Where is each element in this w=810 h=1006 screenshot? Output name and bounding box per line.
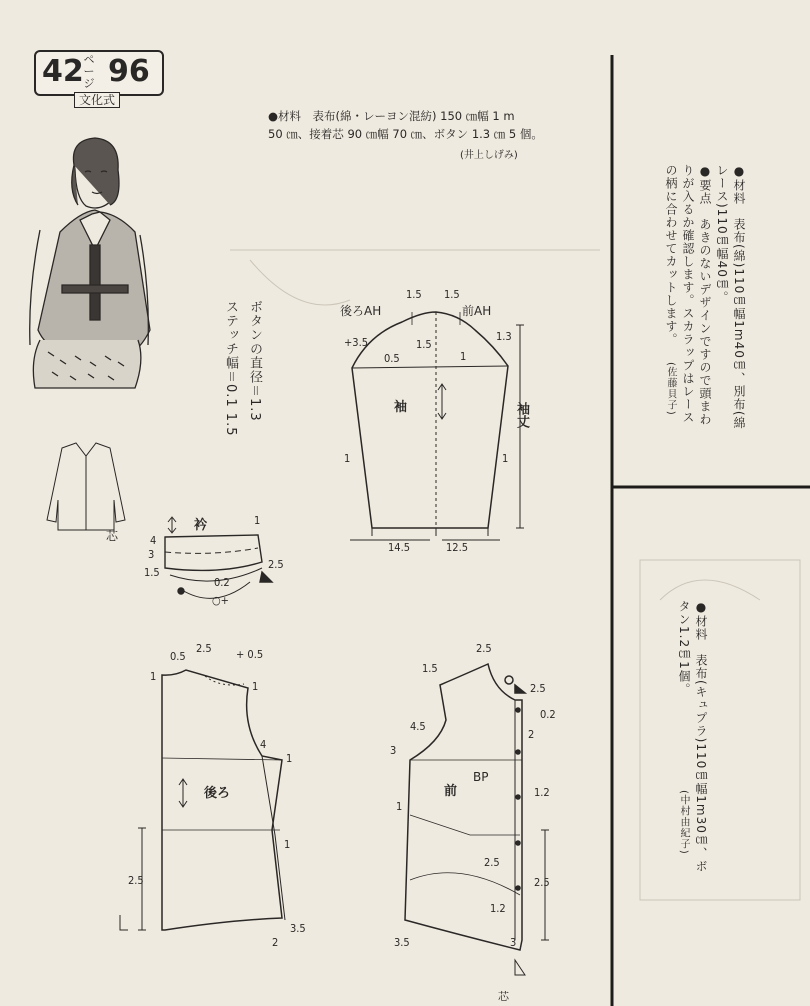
back-n-1b: 1 [252,680,259,693]
button-diameter-note: ボタンの直径＝1.3 [247,300,262,422]
sleeve-n-1-3: 1.3 [496,330,512,343]
front-n-2-5d: 2.5 [534,876,550,889]
collar-n-3: 3 [148,548,155,561]
front-n-1-2b: 1.2 [490,902,506,915]
back-n-1a: 1 [150,670,157,683]
materials-line-2: 50 ㎝、接着芯 90 ㎝幅 70 ㎝、ボタン 1.3 ㎝ 5 個。 [268,127,543,141]
page-number-right: 96 [108,54,150,89]
flat-sketch [47,443,125,530]
sleeve-back-ah: 後ろAH [340,304,382,318]
back-n-1c: 1 [286,752,293,765]
pattern-style-label: 文化式 [74,92,120,108]
front-n-0-2: 0.2 [540,708,556,721]
sleeve-n-1-5b: 1.5 [444,288,460,301]
back-bodice-pattern [120,670,285,930]
materials-line-1: ●材料 表布(綿・レーヨン混紡) 150 ㎝幅 1 m [268,109,515,123]
right-materials-1-col3: ●要点 あきのないデザインですので頭まわ [698,164,712,426]
front-n-3a: 3 [390,744,397,757]
front-n-2-5c: 2.5 [484,856,500,869]
back-n-1d: 1 [284,838,291,851]
sleeve-n-14-5: 14.5 [388,541,411,554]
collar-n-4: 4 [150,534,157,547]
stitch-width-note: ステッチ幅＝0.1 1.5 [223,300,238,437]
sleeve-front-ah: 前AH [462,304,492,318]
front-n-2-5b: 2.5 [530,682,546,695]
front-n-1a: 1 [396,800,403,813]
right-materials-1-col4: りが入るか確認します。スカラップはレース [681,164,695,424]
sleeve-n-0-5: 0.5 [384,352,400,365]
sleeve-n-3-5: +3.5 [344,336,369,349]
front-n-4-5: 4.5 [410,720,426,733]
front-interfacing: 芯 [498,990,509,1003]
front-n-3-5: 3.5 [394,936,410,949]
page-number-left: 42 [42,54,84,89]
front-n-1-5: 1.5 [422,662,438,675]
right-materials-2-col1: ●材料 表布(キュプラ)110㎝幅1m30㎝、ボ [694,600,708,873]
right-materials-1-col1: ●材料 表布(綿)110㎝幅1m40㎝、別布(綿 [732,164,746,430]
sleeve-pattern [350,312,524,540]
collar-n-1: 1 [254,514,261,527]
sleeve-n-1c: 1 [502,452,509,465]
page-label: ページ [83,53,95,90]
back-n-2-5a: 2.5 [196,642,212,655]
collar-n-1-5: 1.5 [144,566,160,579]
back-n-0-5b: + 0.5 [236,648,264,661]
woman-illustration [30,138,150,388]
front-bodice-pattern [405,664,549,975]
sleeve-n-1-5c: 1.5 [416,338,432,351]
page-badge [34,50,164,96]
right-materials-1-col5: の柄に合わせてカットします。 [664,164,678,346]
front-n-2: 2 [528,728,535,741]
right-materials-2-col2: タン1.2㎝1個。 [677,600,691,696]
front-n-3b: 3 [510,936,517,949]
back-n-0-5a: 0.5 [170,650,186,663]
front-n-2-5a: 2.5 [476,642,492,655]
collar-label: 衿 [194,518,208,533]
collar-n-2-5: 2.5 [268,558,284,571]
right-credit-2: (中村由紀子) [678,790,689,855]
right-materials-1-col2: レース)110㎝幅40㎝。 [715,164,729,304]
sleeve-label: 袖 [394,400,408,415]
sleeve-n-12-5: 12.5 [446,541,469,554]
back-n-2: 2 [272,936,279,949]
sleeve-n-1a: 1 [460,350,467,363]
back-n-4: 4 [260,738,267,751]
collar-n-oplus: ○+ [212,594,229,607]
collar-interfacing: 芯 [106,529,119,543]
front-label: 前 [444,784,458,799]
front-n-1-2a: 1.2 [534,786,550,799]
front-bp: BP [473,770,489,784]
sleeve-n-1b: 1 [344,452,351,465]
right-credit-1: (佐藤貝子) [665,362,676,416]
sleeve-n-1-5a: 1.5 [406,288,422,301]
collar-n-0-2: 0.2 [214,576,230,589]
back-n-3-5: 3.5 [290,922,306,935]
sleeve-length-label: 袖丈 [514,402,529,428]
back-n-2-5b: 2.5 [128,874,144,887]
back-label: 後ろ [204,786,231,801]
designer-credit: (井上しげみ) [460,150,518,161]
